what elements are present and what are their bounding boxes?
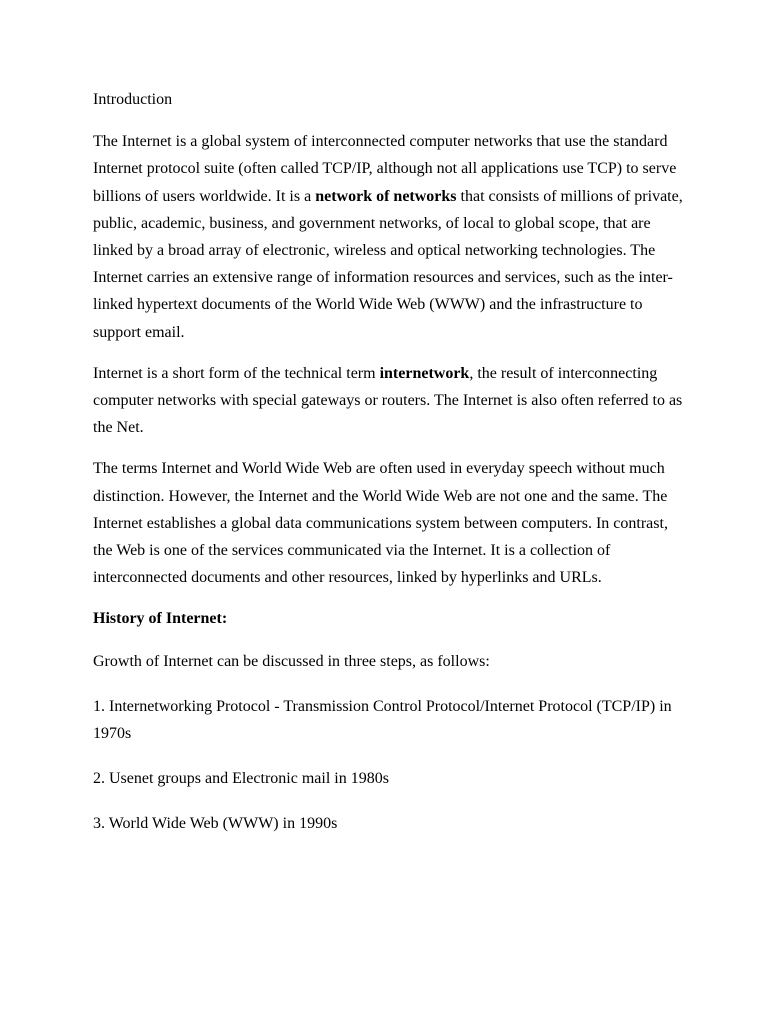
paragraph-internetwork xyxy=(93,360,683,442)
growth-intro-text: Growth of Internet can be discussed in three steps, as follows: xyxy=(93,652,490,670)
intro-heading xyxy=(93,86,683,113)
intro-heading-text: Introduction xyxy=(93,91,173,108)
network-of-networks-term: network of networks xyxy=(315,187,457,205)
internetwork-term: internetwork xyxy=(379,364,470,382)
paragraph2-text-start: Internet is a short form of the technical term xyxy=(93,364,380,382)
step-item-3-text: 3. World Wide Web (WWW) in 1990s xyxy=(93,815,338,833)
document-body xyxy=(93,86,683,856)
growth-intro xyxy=(93,648,683,675)
step-item-3 xyxy=(93,810,683,837)
paragraph1-text-start: The Internet is a global system of interconnected computer networks that use the standard Internet protocol suite (often called TCP/IP, although not all applications use TCP) to serve billions of users worldwide. It is a xyxy=(93,133,677,205)
step-item-2-text: 2. Usenet groups and Electronic mail in 1980s xyxy=(93,770,389,788)
paragraph3-text: The terms Internet and World Wide Web are often used in everyday speech without much distinction. However, the Internet and the World Wide Web are not one and the same. The Internet establishes a global data communications system between computers. In contrast, the Web is one of the services communicated via the Internet. It is a collection of interconnected documents and other resources, linked by hyperlinks and URLs. xyxy=(93,460,668,587)
step-item-1-text: 1. Internetworking Protocol - Transmission Control Protocol/Internet Protocol (TCP/IP) in 1970s xyxy=(93,697,672,743)
paragraph1-text-end: that consists of millions of private, public, academic, business, and government networks, of local to global scope, that are linked by a broad array of electronic, wireless and optical networking technologies. The Internet carries an extensive range of information resources and services, such as the inter-linked hypertext documents of the World Wide Web (WWW) and the infrastructure to support email. xyxy=(93,187,683,341)
paragraph-internet-definition xyxy=(93,128,683,346)
history-heading-text: History of Internet: xyxy=(93,610,228,628)
history-heading xyxy=(93,605,683,632)
step-item-2 xyxy=(93,765,683,792)
paragraph2-text-end: , the result of interconnecting computer networks with special gateways or routers. The Internet is also often referred to as the Net. xyxy=(93,364,683,437)
step-item-1 xyxy=(93,693,683,747)
paragraph-internet-vs-web xyxy=(93,455,683,591)
